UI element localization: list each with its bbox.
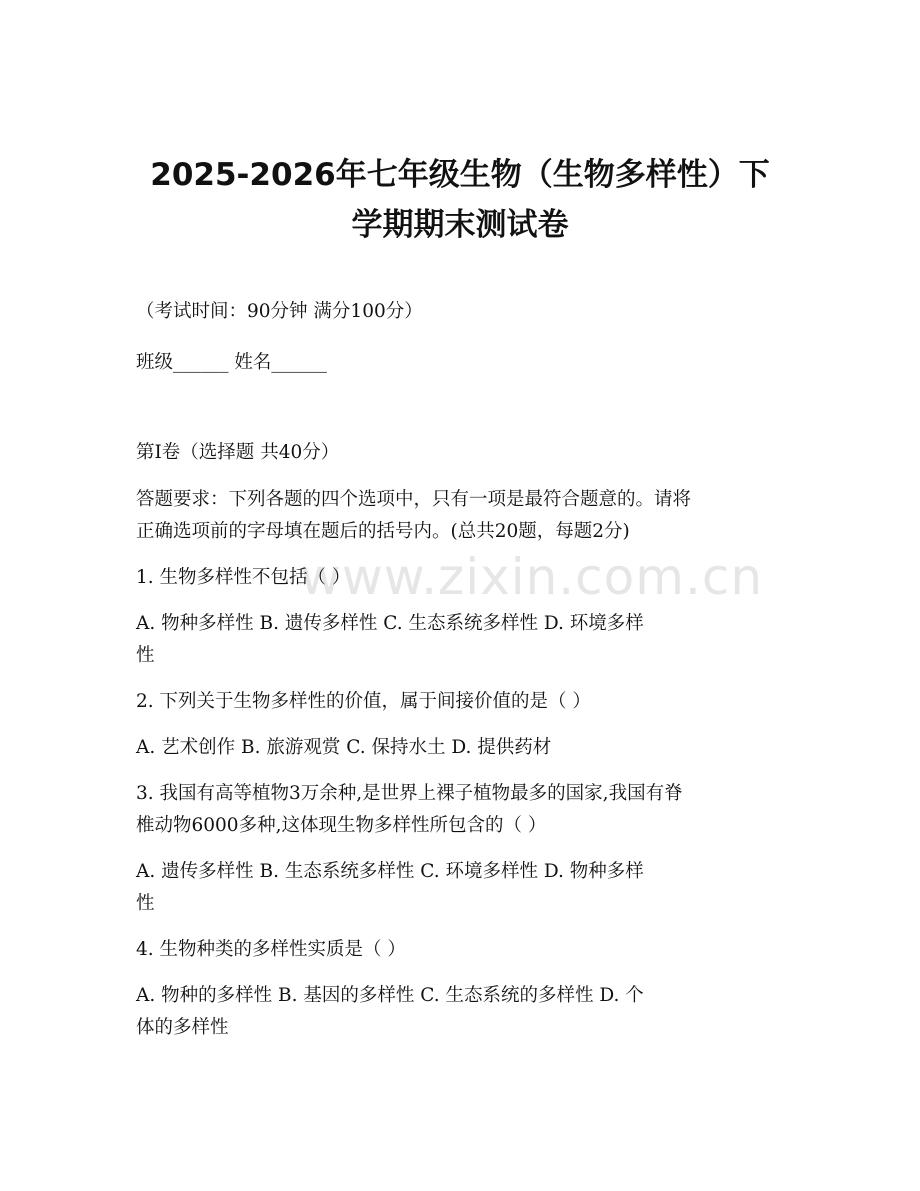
section-title: 第I卷（选择题 共40分）: [136, 442, 340, 463]
question-4-options: A. 物种的多样性 B. 基因的多样性 C. 生态系统的多样性 D. 个: [136, 985, 644, 1006]
question-2-options: A. 艺术创作 B. 旅游观赏 C. 保持水土 D. 提供药材: [136, 737, 552, 758]
question-1-options: A. 物种多样性 B. 遗传多样性 C. 生态系统多样性 D. 环境多样: [136, 613, 644, 634]
exam-title: [120, 150, 800, 250]
watermark: www.zixin.com.cn: [300, 548, 764, 606]
question-4-stem: 4. 生物种类的多样性实质是（ ）: [136, 939, 406, 960]
student-fields: 班级______ 姓名______: [136, 352, 327, 373]
question-3-options: A. 遗传多样性 B. 生态系统多样性 C. 环境多样性 D. 物种多样: [136, 861, 644, 882]
question-4-options-cont: 体的多样性: [136, 1017, 229, 1038]
question-3-stem: 3. 我国有高等植物3万余种,是世界上裸子植物最多的国家,我国有脊: [136, 783, 683, 804]
question-3-stem-cont: 椎动物6000多种,这体现生物多样性所包含的（ ）: [136, 815, 547, 836]
instructions-line-1: 答题要求：下列各题的四个选项中，只有一项是最符合题意的。请将: [136, 489, 692, 510]
exam-info: （考试时间：90分钟 满分100分）: [136, 301, 423, 322]
question-1-options-cont: 性: [136, 645, 155, 666]
question-1-stem: 1. 生物多样性不包括（ ）: [136, 567, 351, 588]
exam-title-line-2: 学期期末测试卷: [351, 207, 569, 243]
question-2-stem: 2. 下列关于生物多样性的价值，属于间接价值的是（ ）: [136, 691, 591, 712]
question-3-options-cont: 性: [136, 893, 155, 914]
instructions-line-2: 正确选项前的字母填在题后的括号内。(总共20题，每题2分): [136, 521, 630, 542]
exam-title-line-1: 2025-2026年七年级生物（生物多样性）下: [150, 157, 770, 193]
